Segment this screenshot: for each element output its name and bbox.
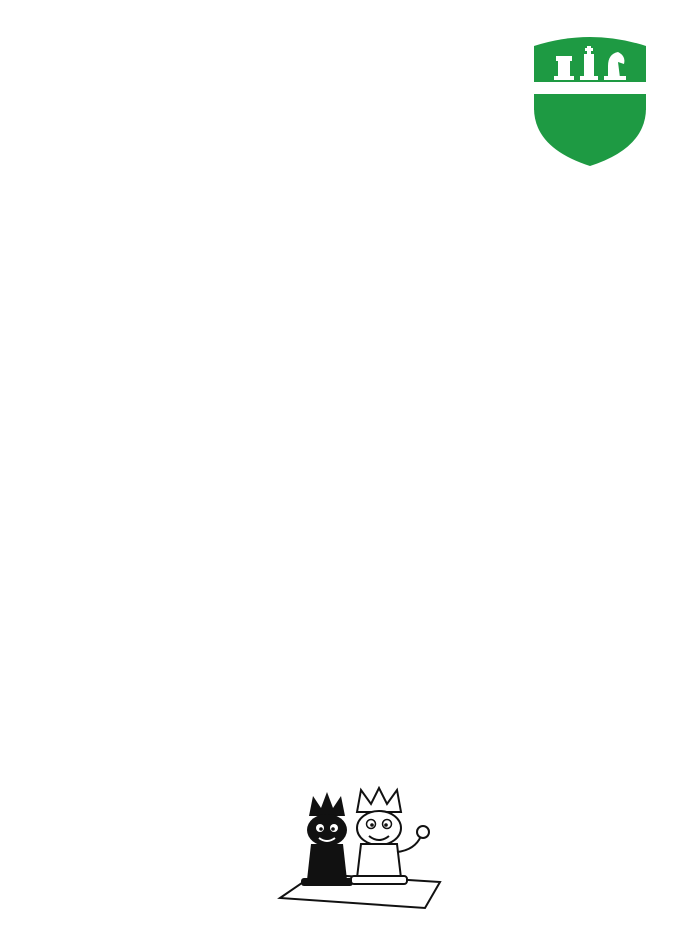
checkered-border-top [22, 32, 542, 68]
checkered-border-left [22, 32, 58, 912]
club-logo-shield [528, 30, 652, 170]
chess-kings-cartoon-icon [275, 786, 445, 910]
